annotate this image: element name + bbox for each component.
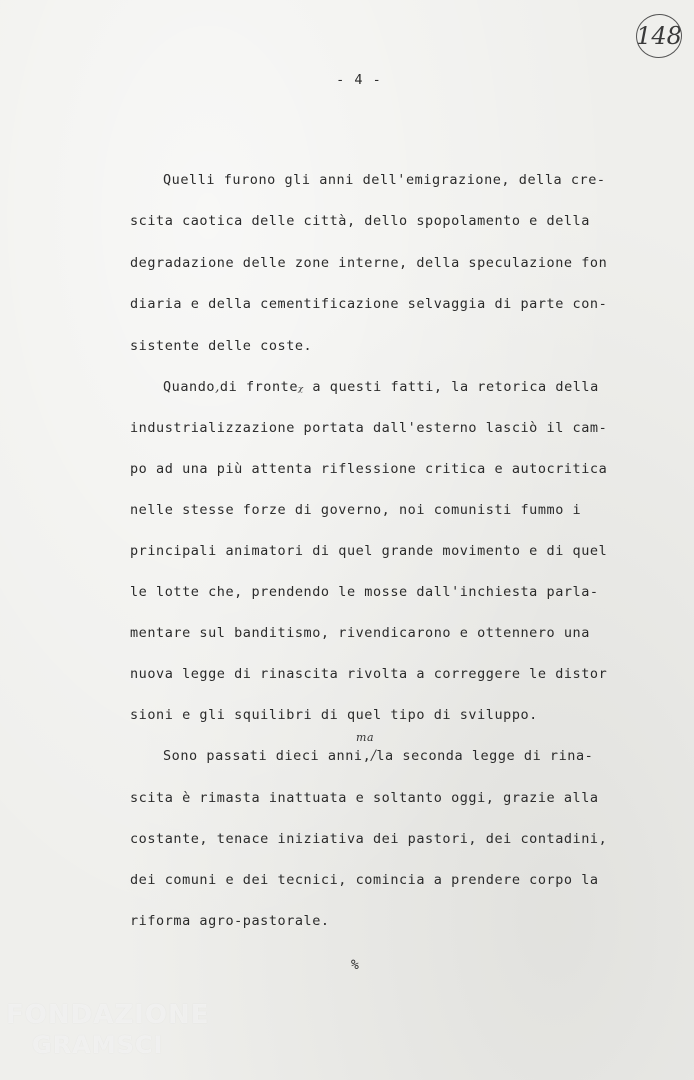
text-line: po ad una più attenta riflessione critica e autocritica	[130, 461, 608, 477]
text-segment: degradazione delle zone interne, della speculazione fon	[130, 255, 608, 271]
text-segment: a questi fatti, la retorica della	[312, 379, 599, 395]
end-mark: %	[351, 958, 359, 973]
watermark-line: FONDAZIONE	[6, 1000, 210, 1030]
text-line: principali animatori di quel grande movimento e di quel	[130, 543, 608, 559]
handwritten-insert-mark: ᵪ	[298, 379, 304, 395]
archive-page-stamp: 148	[634, 14, 684, 58]
page-number: - 4 -	[336, 72, 382, 88]
text-line: scita caotica delle città, dello spopolamento e della	[130, 213, 590, 229]
text-line: scita è rimasta inattuata e soltanto oggi, grazie alla	[130, 790, 599, 806]
handwritten-caret-mark: /	[371, 748, 377, 764]
text-segment: la seconda legge di rina-	[376, 748, 594, 764]
text-line: mentare sul banditismo, rivendicarono e ottennero una	[130, 625, 590, 641]
text-line: riforma agro-pastorale.	[130, 913, 330, 929]
text-line	[163, 748, 593, 764]
watermark-line: GRAMSCI	[32, 1031, 164, 1059]
handwritten-comma-mark: ,	[215, 379, 220, 395]
text-line: le lotte che, prendendo le mosse dall'inchiesta parla-	[130, 584, 599, 600]
text-segment: Quando	[163, 379, 216, 395]
text-line: dei comuni e dei tecnici, comincia a prendere corpo la	[130, 872, 599, 888]
text-line: nelle stesse forze di governo, noi comunisti fummo i	[130, 502, 582, 518]
handwritten-insertion: ma	[356, 731, 375, 744]
text-line	[163, 379, 599, 395]
text-line: diaria e della cementificazione selvaggia di parte con-	[130, 296, 608, 312]
text-line: costante, tenace iniziativa dei pastori, dei contadini,	[130, 831, 608, 847]
text-segment: Sono passati dieci anni,	[163, 748, 372, 764]
text-line: sistente delle coste.	[130, 338, 313, 354]
text-line: sioni e gli squilibri di quel tipo di sviluppo.	[130, 707, 538, 723]
text-line: industrializzazione portata dall'esterno lasciò il cam-	[130, 420, 608, 436]
text-segment: di fronte	[219, 379, 299, 395]
text-line	[130, 255, 607, 271]
watermark-logo	[6, 1000, 210, 1060]
text-line: Quelli furono gli anni dell'emigrazione, della cre-	[163, 172, 606, 188]
text-line: nuova legge di rinascita rivolta a correggere le distor	[130, 666, 608, 682]
